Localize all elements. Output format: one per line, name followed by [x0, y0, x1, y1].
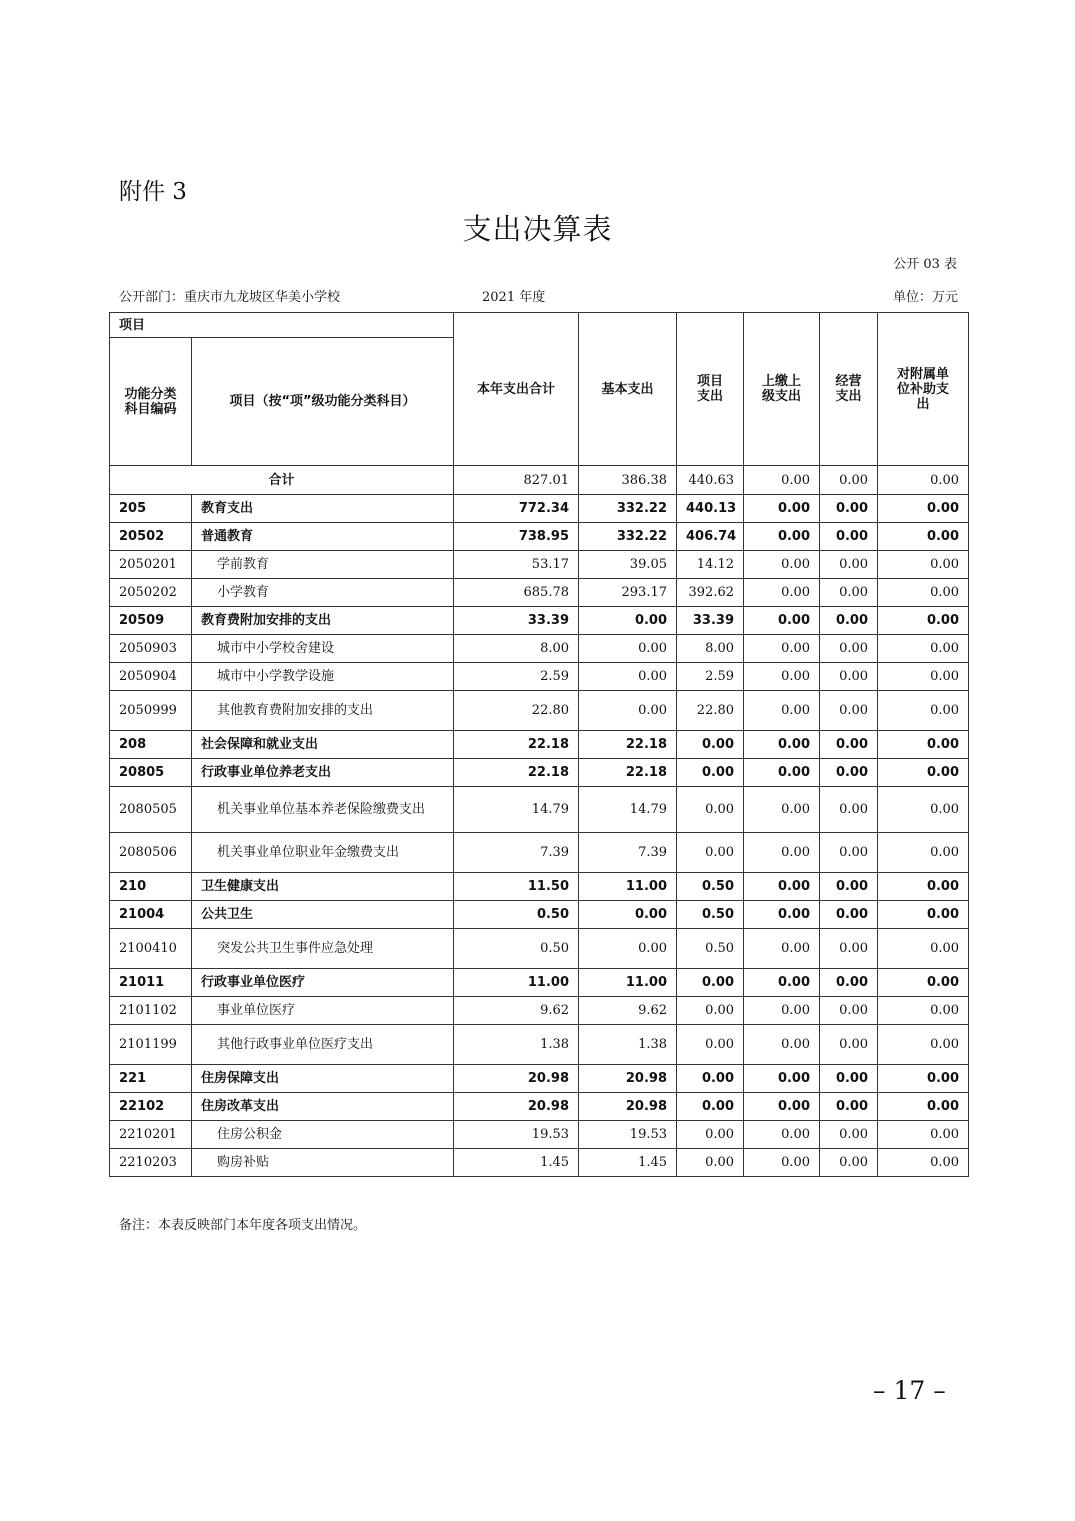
value-cell: 0.00 — [820, 787, 878, 833]
fiscal-year: 2021 年度 — [482, 290, 546, 305]
total-cell: 0.00 — [820, 466, 878, 495]
item-name-cell: 机关事业单位职业年金缴费支出 — [192, 833, 454, 873]
value-cell: 0.00 — [579, 929, 677, 969]
value-cell: 0.00 — [744, 1093, 820, 1121]
value-cell: 0.00 — [677, 1025, 744, 1065]
value-cell: 8.00 — [454, 635, 579, 663]
code-cell: 22102 — [110, 1093, 192, 1121]
header-business: 经营支出 — [820, 313, 878, 466]
total-cell: 440.63 — [677, 466, 744, 495]
value-cell: 0.00 — [878, 1065, 969, 1093]
code-cell: 205 — [110, 495, 192, 523]
table-row — [110, 969, 969, 997]
value-cell: 0.00 — [878, 579, 969, 607]
value-cell: 7.39 — [579, 833, 677, 873]
table-row — [110, 1121, 969, 1149]
value-cell: 0.00 — [744, 635, 820, 663]
header-upper: 上缴上级支出 — [744, 313, 820, 466]
value-cell: 0.00 — [878, 901, 969, 929]
value-cell: 0.00 — [820, 833, 878, 873]
expenditure-table — [109, 312, 969, 1177]
value-cell: 332.22 — [579, 523, 677, 551]
value-cell: 1.45 — [454, 1149, 579, 1177]
header-total: 本年支出合计 — [454, 313, 579, 466]
code-cell: 208 — [110, 731, 192, 759]
item-name-cell: 教育支出 — [192, 495, 454, 523]
table-row — [110, 1065, 969, 1093]
value-cell: 0.00 — [744, 663, 820, 691]
value-cell: 0.00 — [878, 759, 969, 787]
value-cell: 0.00 — [744, 1025, 820, 1065]
value-cell: 0.00 — [579, 901, 677, 929]
value-cell: 0.00 — [878, 1149, 969, 1177]
value-cell: 14.79 — [454, 787, 579, 833]
item-name-cell: 其他行政事业单位医疗支出 — [192, 1025, 454, 1065]
value-cell: 0.00 — [744, 929, 820, 969]
value-cell: 0.00 — [878, 635, 969, 663]
value-cell: 0.00 — [820, 635, 878, 663]
value-cell: 0.00 — [579, 691, 677, 731]
value-cell: 0.00 — [677, 731, 744, 759]
value-cell: 0.00 — [820, 969, 878, 997]
value-cell: 685.78 — [454, 579, 579, 607]
value-cell: 0.00 — [820, 1121, 878, 1149]
value-cell: 9.62 — [454, 997, 579, 1025]
item-name-cell: 小学教育 — [192, 579, 454, 607]
item-name-cell: 公共卫生 — [192, 901, 454, 929]
item-name-cell: 行政事业单位医疗 — [192, 969, 454, 997]
value-cell: 0.00 — [878, 997, 969, 1025]
value-cell: 0.00 — [744, 495, 820, 523]
value-cell: 0.00 — [820, 1149, 878, 1177]
item-name-cell: 普通教育 — [192, 523, 454, 551]
value-cell: 392.62 — [677, 579, 744, 607]
item-name-cell: 机关事业单位基本养老保险缴费支出 — [192, 787, 454, 833]
value-cell: 0.00 — [579, 607, 677, 635]
item-name-cell: 事业单位医疗 — [192, 997, 454, 1025]
code-cell: 2050904 — [110, 663, 192, 691]
value-cell: 406.74 — [677, 523, 744, 551]
value-cell: 0.00 — [677, 1093, 744, 1121]
code-cell: 221 — [110, 1065, 192, 1093]
value-cell: 0.00 — [878, 1093, 969, 1121]
code-cell: 2050903 — [110, 635, 192, 663]
total-cell: 0.00 — [878, 466, 969, 495]
value-cell: 0.00 — [579, 663, 677, 691]
total-cell: 386.38 — [579, 466, 677, 495]
total-row — [110, 466, 969, 495]
value-cell: 0.00 — [744, 1065, 820, 1093]
form-number: 公开 03 表 — [893, 257, 957, 272]
table-row — [110, 1149, 969, 1177]
value-cell: 0.00 — [677, 759, 744, 787]
value-cell: 0.50 — [677, 901, 744, 929]
value-cell: 0.00 — [677, 1065, 744, 1093]
value-cell: 0.00 — [744, 759, 820, 787]
value-cell: 0.00 — [820, 759, 878, 787]
value-cell: 0.00 — [820, 691, 878, 731]
value-cell: 0.50 — [677, 929, 744, 969]
code-cell: 2101102 — [110, 997, 192, 1025]
value-cell: 0.00 — [878, 607, 969, 635]
department-label: 公开部门：重庆市九龙坡区华美小学校 — [119, 290, 341, 305]
item-name-cell: 其他教育费附加安排的支出 — [192, 691, 454, 731]
value-cell: 22.18 — [454, 731, 579, 759]
value-cell: 22.18 — [579, 759, 677, 787]
code-cell: 2050202 — [110, 579, 192, 607]
value-cell: 0.00 — [677, 1149, 744, 1177]
value-cell: 53.17 — [454, 551, 579, 579]
value-cell: 2.59 — [677, 663, 744, 691]
value-cell: 11.00 — [579, 873, 677, 901]
table-row — [110, 873, 969, 901]
value-cell: 0.00 — [744, 833, 820, 873]
table-row — [110, 929, 969, 969]
table-row — [110, 901, 969, 929]
value-cell: 0.00 — [677, 1121, 744, 1149]
table-meta — [119, 286, 958, 306]
item-name-cell: 住房保障支出 — [192, 1065, 454, 1093]
value-cell: 0.00 — [878, 523, 969, 551]
item-name-cell: 卫生健康支出 — [192, 873, 454, 901]
footnote: 备注：本表反映部门本年度各项支出情况。 — [119, 1218, 367, 1233]
table-row — [110, 833, 969, 873]
value-cell: 0.00 — [579, 635, 677, 663]
table-row — [110, 495, 969, 523]
value-cell: 0.00 — [878, 929, 969, 969]
table-row — [110, 523, 969, 551]
value-cell: 0.00 — [878, 1121, 969, 1149]
value-cell: 1.38 — [454, 1025, 579, 1065]
value-cell: 0.50 — [454, 929, 579, 969]
value-cell: 0.00 — [820, 1065, 878, 1093]
value-cell: 0.00 — [677, 787, 744, 833]
value-cell: 20.98 — [579, 1065, 677, 1093]
value-cell: 0.00 — [820, 551, 878, 579]
header-name: 项目（按“项”级功能分类科目） — [192, 338, 454, 466]
item-name-cell: 学前教育 — [192, 551, 454, 579]
value-cell: 0.00 — [677, 997, 744, 1025]
value-cell: 0.00 — [820, 607, 878, 635]
value-cell: 7.39 — [454, 833, 579, 873]
value-cell: 22.80 — [454, 691, 579, 731]
code-cell: 2100410 — [110, 929, 192, 969]
code-cell: 2210201 — [110, 1121, 192, 1149]
value-cell: 0.00 — [744, 787, 820, 833]
code-cell: 20502 — [110, 523, 192, 551]
table-row — [110, 551, 969, 579]
table-row — [110, 787, 969, 833]
value-cell: 738.95 — [454, 523, 579, 551]
value-cell: 20.98 — [454, 1065, 579, 1093]
table-row — [110, 997, 969, 1025]
value-cell: 0.00 — [744, 731, 820, 759]
value-cell: 0.00 — [878, 833, 969, 873]
code-cell: 21011 — [110, 969, 192, 997]
value-cell: 22.18 — [454, 759, 579, 787]
header-subsidy: 对附属单位补助支出 — [878, 313, 969, 466]
value-cell: 0.00 — [878, 787, 969, 833]
value-cell: 20.98 — [454, 1093, 579, 1121]
value-cell: 19.53 — [454, 1121, 579, 1149]
table-row — [110, 607, 969, 635]
value-cell: 0.00 — [878, 691, 969, 731]
value-cell: 19.53 — [579, 1121, 677, 1149]
value-cell: 0.00 — [820, 579, 878, 607]
item-name-cell: 购房补贴 — [192, 1149, 454, 1177]
code-cell: 2080505 — [110, 787, 192, 833]
code-cell: 20509 — [110, 607, 192, 635]
value-cell: 0.00 — [820, 523, 878, 551]
value-cell: 1.38 — [579, 1025, 677, 1065]
value-cell: 14.12 — [677, 551, 744, 579]
code-cell: 2050201 — [110, 551, 192, 579]
table-row — [110, 1093, 969, 1121]
value-cell: 9.62 — [579, 997, 677, 1025]
value-cell: 2.59 — [454, 663, 579, 691]
value-cell: 0.00 — [820, 1093, 878, 1121]
page-title: 支出决算表 — [462, 212, 613, 246]
value-cell: 39.05 — [579, 551, 677, 579]
code-cell: 20805 — [110, 759, 192, 787]
value-cell: 440.13 — [677, 495, 744, 523]
item-name-cell: 教育费附加安排的支出 — [192, 607, 454, 635]
header-project: 项目支出 — [677, 313, 744, 466]
value-cell: 11.00 — [579, 969, 677, 997]
value-cell: 0.00 — [820, 929, 878, 969]
value-cell: 0.00 — [744, 873, 820, 901]
item-name-cell: 突发公共卫生事件应急处理 — [192, 929, 454, 969]
value-cell: 332.22 — [579, 495, 677, 523]
value-cell: 0.00 — [677, 833, 744, 873]
total-cell: 0.00 — [744, 466, 820, 495]
value-cell: 0.00 — [820, 1025, 878, 1065]
item-name-cell: 住房改革支出 — [192, 1093, 454, 1121]
value-cell: 0.00 — [744, 1149, 820, 1177]
value-cell: 0.00 — [820, 997, 878, 1025]
value-cell: 0.00 — [744, 1121, 820, 1149]
value-cell: 0.00 — [744, 691, 820, 731]
code-cell: 2050999 — [110, 691, 192, 731]
table-row — [110, 759, 969, 787]
code-cell: 21004 — [110, 901, 192, 929]
value-cell: 8.00 — [677, 635, 744, 663]
header-item-group: 项目 — [110, 313, 454, 338]
code-cell: 2080506 — [110, 833, 192, 873]
item-name-cell: 行政事业单位养老支出 — [192, 759, 454, 787]
value-cell: 0.00 — [820, 901, 878, 929]
table-row — [110, 731, 969, 759]
code-cell: 2210203 — [110, 1149, 192, 1177]
unit-label: 单位：万元 — [892, 290, 958, 305]
value-cell: 0.00 — [878, 969, 969, 997]
table-row — [110, 579, 969, 607]
value-cell: 0.00 — [744, 551, 820, 579]
value-cell: 22.80 — [677, 691, 744, 731]
value-cell: 22.18 — [579, 731, 677, 759]
table-row — [110, 1025, 969, 1065]
value-cell: 1.45 — [579, 1149, 677, 1177]
value-cell: 33.39 — [677, 607, 744, 635]
value-cell: 0.00 — [744, 901, 820, 929]
value-cell: 14.79 — [579, 787, 677, 833]
value-cell: 0.00 — [820, 495, 878, 523]
value-cell: 0.00 — [744, 997, 820, 1025]
value-cell: 0.00 — [820, 731, 878, 759]
value-cell: 0.50 — [677, 873, 744, 901]
item-name-cell: 城市中小学教学设施 — [192, 663, 454, 691]
value-cell: 20.98 — [579, 1093, 677, 1121]
value-cell: 11.50 — [454, 873, 579, 901]
value-cell: 0.00 — [744, 523, 820, 551]
total-cell: 827.01 — [454, 466, 579, 495]
value-cell: 0.00 — [878, 1025, 969, 1065]
value-cell: 0.00 — [677, 969, 744, 997]
value-cell: 0.00 — [878, 873, 969, 901]
value-cell: 0.00 — [820, 873, 878, 901]
code-cell: 2101199 — [110, 1025, 192, 1065]
item-name-cell: 社会保障和就业支出 — [192, 731, 454, 759]
value-cell: 0.00 — [878, 731, 969, 759]
code-cell: 210 — [110, 873, 192, 901]
value-cell: 0.50 — [454, 901, 579, 929]
header-row-1 — [110, 313, 969, 338]
value-cell: 33.39 — [454, 607, 579, 635]
value-cell: 0.00 — [878, 551, 969, 579]
table-row — [110, 663, 969, 691]
value-cell: 11.00 — [454, 969, 579, 997]
page-number: – 17 – — [873, 1376, 946, 1405]
header-basic: 基本支出 — [579, 313, 677, 466]
item-name-cell: 住房公积金 — [192, 1121, 454, 1149]
attachment-label: 附件 3 — [119, 179, 187, 205]
value-cell: 772.34 — [454, 495, 579, 523]
item-name-cell: 城市中小学校舍建设 — [192, 635, 454, 663]
value-cell: 0.00 — [878, 663, 969, 691]
header-code: 功能分类科目编码 — [110, 338, 192, 466]
value-cell: 0.00 — [744, 969, 820, 997]
value-cell: 293.17 — [579, 579, 677, 607]
value-cell: 0.00 — [744, 607, 820, 635]
table-row — [110, 635, 969, 663]
value-cell: 0.00 — [744, 579, 820, 607]
total-label: 合计 — [110, 466, 454, 495]
table-row — [110, 691, 969, 731]
value-cell: 0.00 — [820, 663, 878, 691]
value-cell: 0.00 — [878, 495, 969, 523]
